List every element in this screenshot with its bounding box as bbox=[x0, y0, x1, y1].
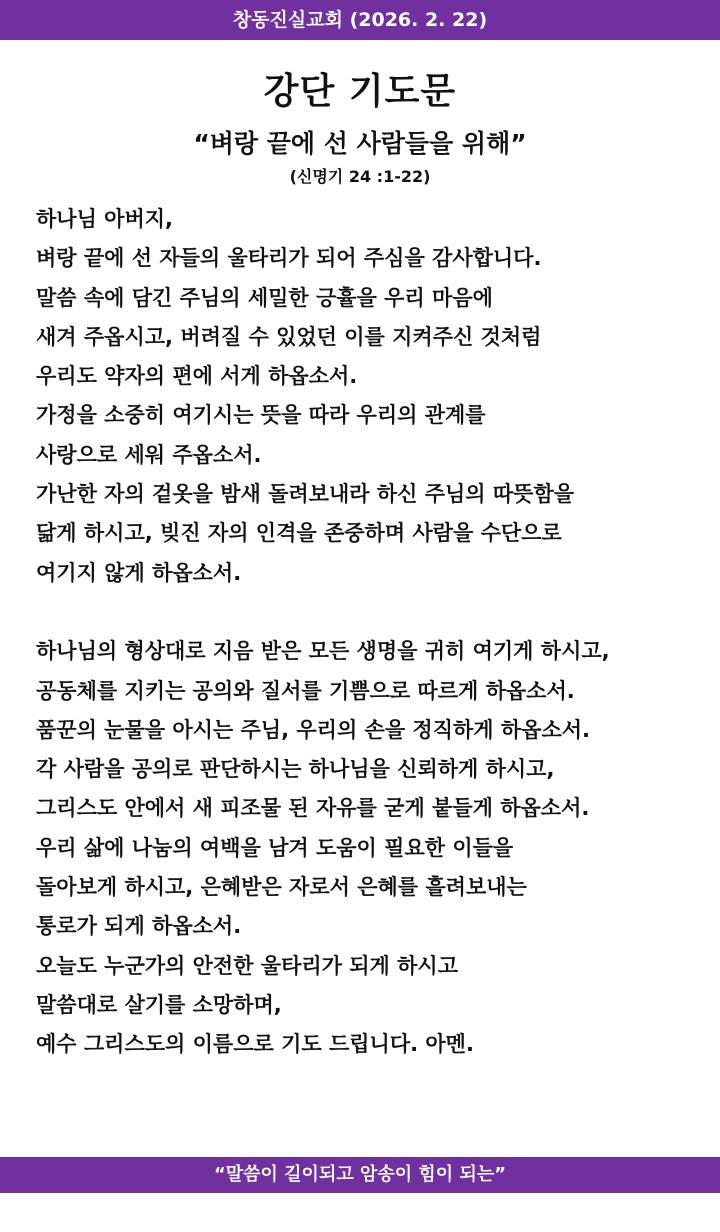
prayer-line: 각 사람을 공의로 판단하시는 하나님을 신뢰하게 하시고, bbox=[36, 757, 555, 782]
prayer-line: 말씀 속에 담긴 주님의 세밀한 긍휼을 우리 마음에 bbox=[36, 285, 493, 310]
prayer-line: 새겨 주옵시고, 버려질 수 있었던 이를 지켜주신 것처럼 bbox=[36, 324, 542, 349]
prayer-line: 통로가 되게 하옵소서. bbox=[36, 914, 242, 939]
prayer-line: 가정을 소중히 여기시는 뜻을 따라 우리의 관계를 bbox=[36, 403, 486, 428]
prayer-line: 우리 삶에 나눔의 여백을 남겨 도움이 필요한 이들을 bbox=[36, 835, 514, 860]
header-bar bbox=[0, 0, 720, 40]
prayer-line: 하나님의 형상대로 지음 받은 모든 생명을 귀히 여기게 하시고, bbox=[36, 639, 610, 664]
prayer-line: 오늘도 누군가의 안전한 울타리가 되게 하시고 bbox=[36, 953, 458, 978]
footer-motto: “말씀이 길이되고 암송이 힘이 되는” bbox=[213, 1164, 507, 1185]
prayer-subtitle: “벼랑 끝에 선 사람들을 위해” bbox=[193, 129, 527, 158]
prayer-body bbox=[36, 200, 706, 1065]
prayer-line-closing: 예수 그리스도의 이름으로 기도 드립니다. 아멘. bbox=[36, 1032, 474, 1057]
scripture-reference: (신명기 24 :1-22) bbox=[289, 167, 431, 186]
prayer-line: 품꾼의 눈물을 아시는 주님, 우리의 손을 정직하게 하옵소서. bbox=[36, 717, 590, 742]
prayer-line: 여기지 않게 하옵소서. bbox=[36, 560, 242, 585]
prayer-line: 그리스도 안에서 새 피조물 된 자유를 굳게 붙들게 하옵소서. bbox=[36, 796, 590, 821]
prayer-line: 우리도 약자의 편에 서게 하옵소서. bbox=[36, 364, 358, 389]
prayer-line: 말씀대로 살기를 소망하며, bbox=[36, 992, 282, 1017]
prayer-line: 돌아보게 하시고, 은혜받은 자로서 은혜를 흘려보내는 bbox=[36, 875, 527, 900]
prayer-line: 닮게 하시고, 빚진 자의 인격을 존중하며 사람을 수단으로 bbox=[36, 521, 562, 546]
prayer-line: 공동체를 지키는 공의와 질서를 기쁨으로 따르게 하옵소서. bbox=[36, 678, 575, 703]
footer-bar bbox=[0, 1157, 720, 1193]
page-title: 강단 기도문 bbox=[263, 71, 457, 112]
prayer-line: 하나님 아버지, bbox=[36, 207, 174, 231]
paragraph-break bbox=[36, 593, 706, 632]
prayer-line: 사랑으로 세워 주옵소서. bbox=[36, 442, 262, 467]
prayer-line: 가난한 자의 겉옷을 밤새 돌려보내라 하신 주님의 따뜻함을 bbox=[36, 482, 575, 507]
prayer-line: 벼랑 끝에 선 자들의 울타리가 되어 주심을 감사합니다. bbox=[36, 246, 542, 271]
church-date-label: 창동진실교회 (2026. 2. 22) bbox=[232, 9, 488, 31]
